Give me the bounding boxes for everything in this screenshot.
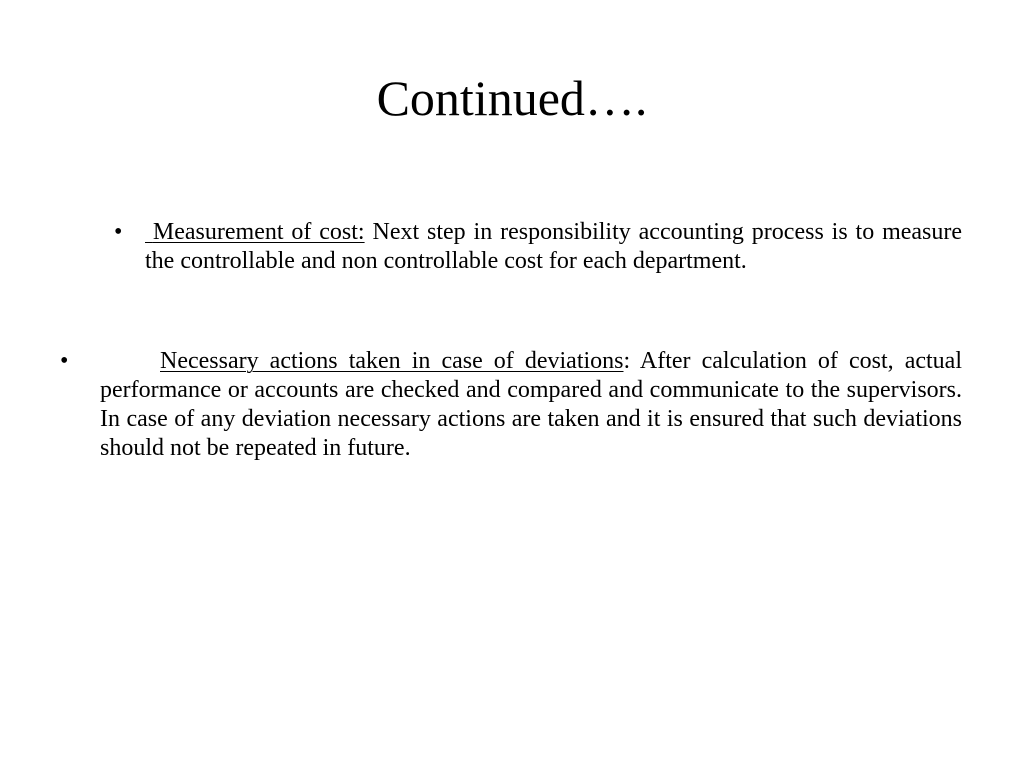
bullet-heading: Measurement of cost: [152,219,365,245]
bullet-body: Next step in responsibility accounting process is to measure the controllable and non controllable cost for each department. [145,219,963,274]
bullet-necessary-actions [100,347,962,463]
bullet-separator: : [623,348,631,374]
bullet-marker: • [114,219,123,245]
bullet-body: After calculation of cost, actual performance or accounts are checked and compared and communicate to the supervisors. In case of any deviation necessary actions are taken and it is ensured that such deviations should not be repeated in future. [100,348,962,461]
bullet-heading: Necessary actions taken in case of deviations [160,348,624,374]
bullet-measurement-of-cost [145,218,962,276]
slide-title: Continued…. [376,70,648,126]
bullet-marker: • [60,348,69,374]
